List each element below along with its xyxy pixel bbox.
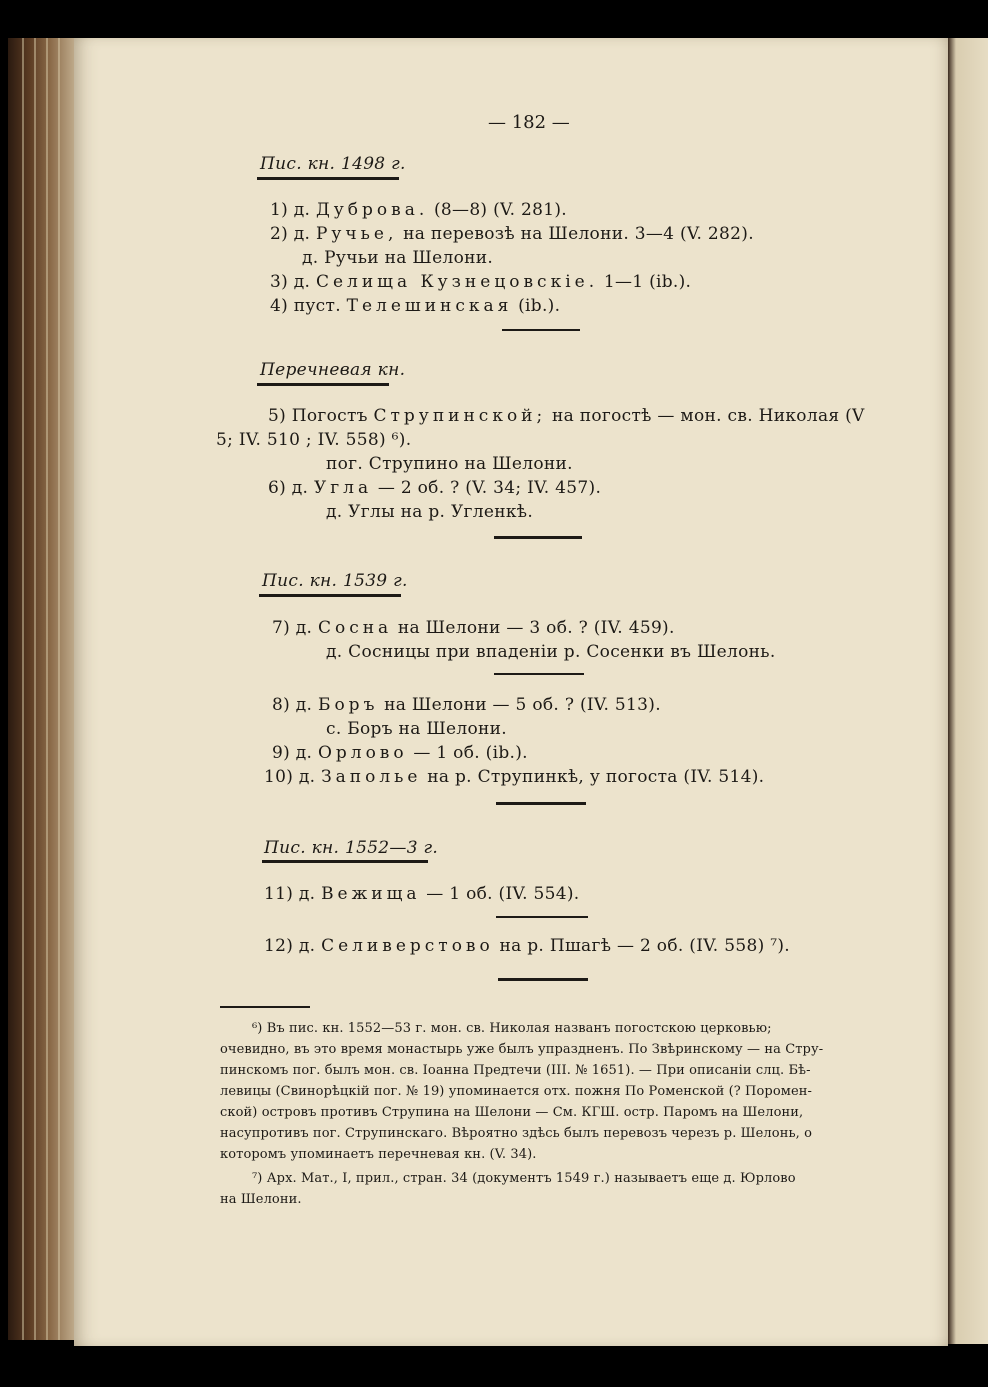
section-divider (494, 673, 584, 675)
entry-1: 1) д. Дуброва. (8—8) (V. 281). (270, 200, 567, 220)
entry-6: 6) д. Угла — 2 об. ? (V. 34; IV. 457). (268, 478, 602, 498)
section-divider (502, 329, 580, 331)
footnote-separator (220, 1006, 310, 1008)
footnote-7-line: на Шелони. (220, 1192, 302, 1207)
page-number: — 182 — (488, 112, 570, 133)
book-left-edge (8, 38, 78, 1340)
entry-5: 5) Погостъ Струпинской; на погостѣ — мон. св. Николая (V (268, 406, 865, 426)
section-divider (496, 916, 588, 918)
entry-2-note: д. Ручьи на Шелони. (302, 248, 494, 268)
footnote-6-line: левицы (Свинорѣцкій пог. № 19) упоминается отх. пожня По Роменской (? Поромен- (220, 1084, 813, 1099)
entry-5-ref: 5; IV. 510 ; IV. 558) ⁶). (216, 430, 412, 450)
footnote-6-line: которомъ упоминаетъ перечневая кн. (V. 34). (220, 1147, 537, 1162)
section-heading-1539: Пис. кн. 1539 г. (262, 571, 408, 591)
section-heading-perechnevaya: Перечневая кн. (260, 360, 406, 380)
footnote-7-line: ⁷) Арх. Мат., I, прил., стран. 34 (документъ 1549 г.) называетъ еще д. Юрлово (252, 1171, 796, 1186)
heading-underline (259, 594, 401, 597)
entry-3: 3) д. Селища Кузнецовскіе. 1—1 (ib.). (270, 272, 692, 292)
entry-10: 10) д. Заполье на р. Струпинкѣ, у погоста (IV. 514). (264, 767, 765, 787)
footnote-6-line: насупротивъ пог. Струпинскаго. Вѣроятно здѣсь былъ перевозъ черезъ р. Шелонь, о (220, 1126, 813, 1141)
footnote-6-line: очевидно, въ это время монастырь уже былъ упраздненъ. По Звѣринскому — на Стру- (220, 1042, 824, 1057)
section-divider (496, 802, 586, 805)
section-heading-1498: Пис. кн. 1498 г. (260, 154, 406, 174)
section-divider (494, 536, 582, 539)
book-right-edge (948, 38, 988, 1344)
heading-underline (257, 177, 399, 180)
entry-9: 9) д. Орлово — 1 об. (ib.). (272, 743, 528, 763)
section-heading-1552: Пис. кн. 1552—3 г. (264, 838, 439, 858)
heading-underline (262, 860, 428, 863)
entry-8-note: с. Боръ на Шелони. (326, 719, 507, 739)
entry-12: 12) д. Селиверстово на р. Пшагѣ — 2 об. (IV. 558) ⁷). (264, 936, 790, 956)
footnote-6-line: ской) островъ противъ Струпина на Шелони — См. КГШ. остр. Паромъ на Шелони, (220, 1105, 804, 1120)
entry-8: 8) д. Боръ на Шелони — 5 об. ? (IV. 513). (272, 695, 661, 715)
entry-5-note: пог. Струпино на Шелони. (326, 454, 573, 474)
entry-2: 2) д. Ручье, на перевозѣ на Шелони. 3—4 (V. 282). (270, 224, 754, 244)
entry-4: 4) пуст. Телешинская (ib.). (270, 296, 561, 316)
entry-11: 11) д. Вежища — 1 об. (IV. 554). (264, 884, 580, 904)
heading-underline (257, 383, 389, 386)
entry-6-note: д. Углы на р. Угленкѣ. (326, 502, 534, 522)
book-page (74, 38, 948, 1346)
footnote-6-line: ⁶) Въ пис. кн. 1552—53 г. мон. св. Николая названъ погостскою церковью; (252, 1021, 772, 1036)
section-divider (498, 978, 588, 981)
entry-7-note: д. Сосницы при впаденіи р. Сосенки въ Шелонь. (326, 642, 776, 662)
entry-7: 7) д. Сосна на Шелони — 3 об. ? (IV. 459). (272, 618, 675, 638)
footnote-6-line: пинскомъ пог. былъ мон. св. Іоанна Предтечи (III. № 1651). — При описаніи слц. Бѣ- (220, 1063, 811, 1078)
